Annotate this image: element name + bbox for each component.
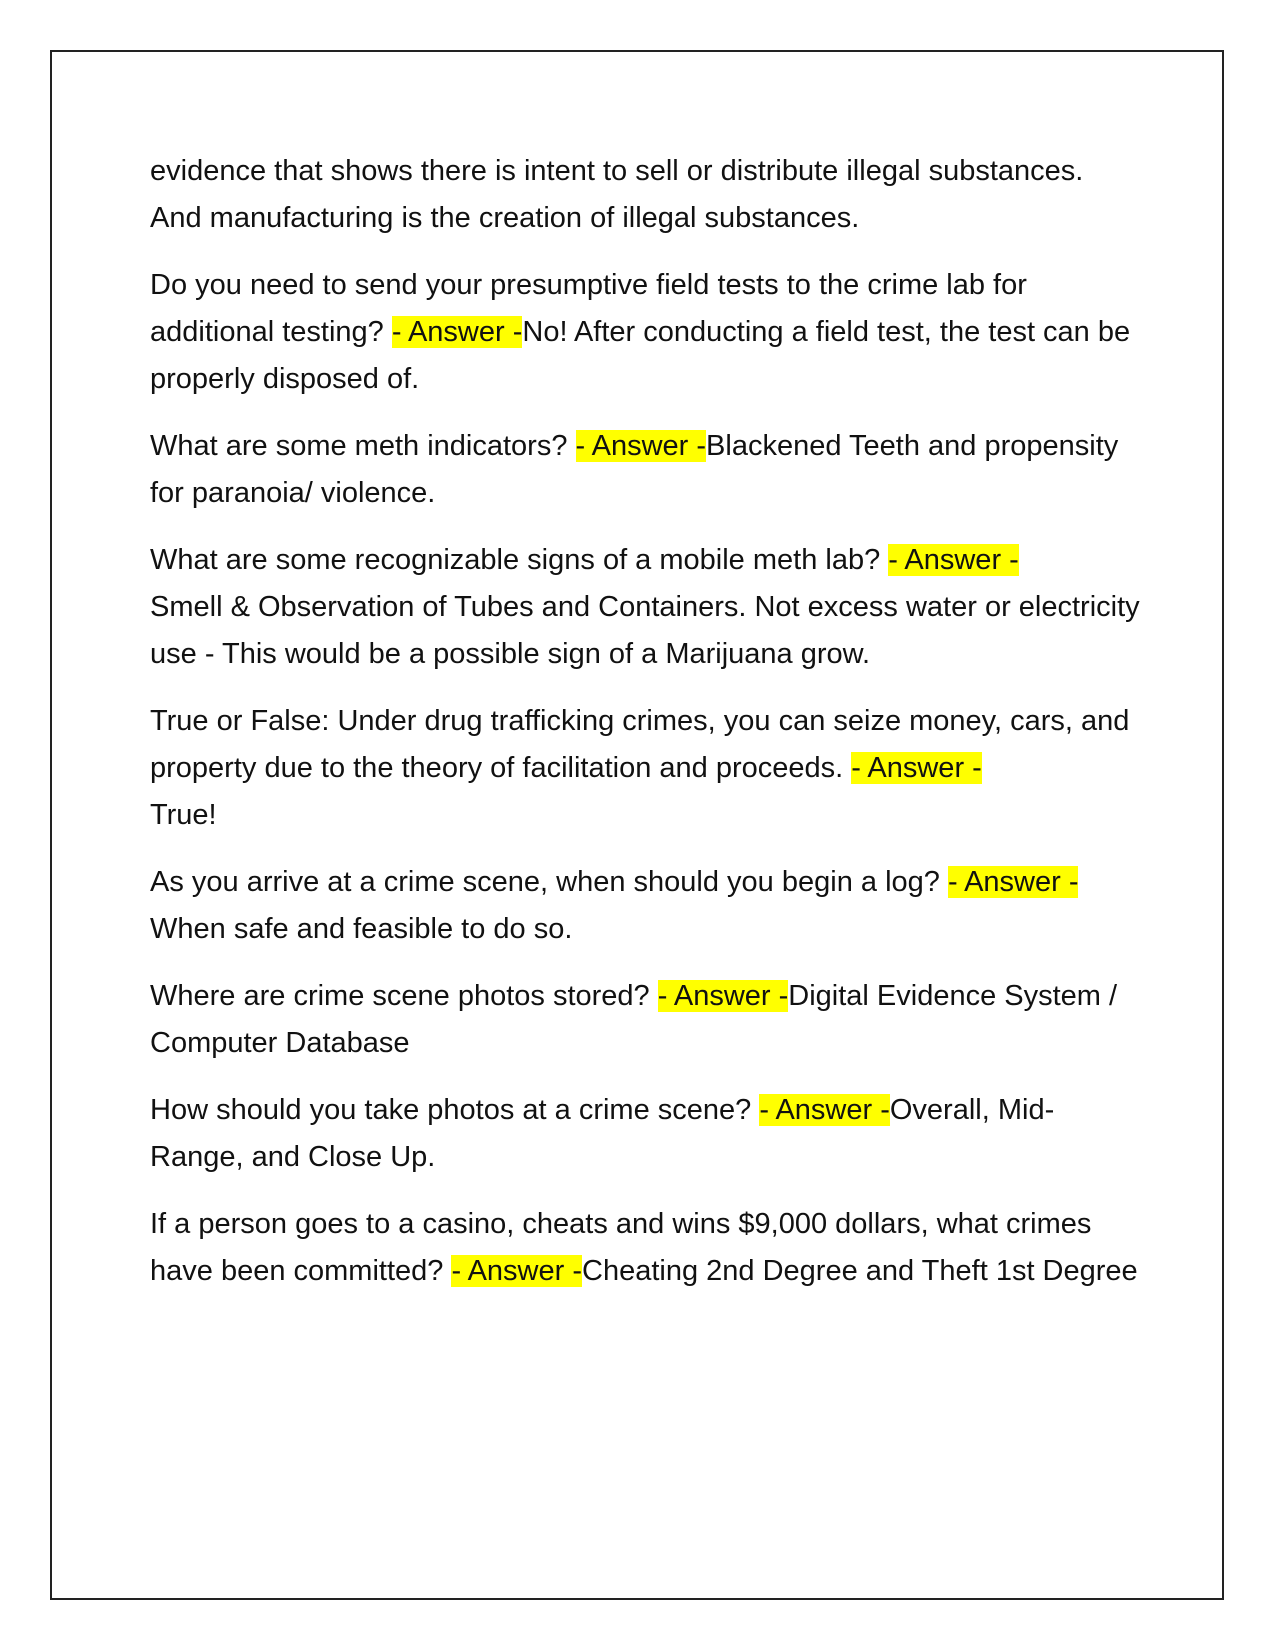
answer-text: Digital Evidence System / Computer Database	[150, 980, 1118, 1059]
document-body	[150, 148, 1140, 1315]
qa-item	[150, 423, 1140, 517]
answer-marker: - Answer -	[391, 316, 523, 348]
answer-marker: - Answer -	[851, 752, 982, 784]
qa-item	[150, 537, 1140, 678]
answer-text: Blackened Teeth and propensity for paranoia/ violence.	[150, 430, 1119, 509]
answer-marker: - Answer -	[759, 1094, 890, 1126]
qa-item	[150, 1201, 1140, 1295]
answer-text: True!	[150, 799, 217, 831]
answer-text: No! After conducting a field test, the test can be properly disposed of.	[150, 316, 1131, 395]
answer-marker: - Answer -	[575, 430, 707, 462]
qa-item	[150, 262, 1140, 403]
answer-text: When safe and feasible to do so.	[150, 913, 573, 945]
qa-item	[150, 698, 1140, 839]
question-text: Do you need to send your presumptive field tests to the crime lab for additional testing?	[150, 269, 1027, 348]
question-text: What are some recognizable signs of a mobile meth lab?	[150, 544, 889, 576]
qa-item	[150, 973, 1140, 1067]
question-text: Where are crime scene photos stored?	[150, 980, 658, 1012]
answer-text: Overall, Mid-Range, and Close Up.	[150, 1094, 1055, 1173]
answer-text: Cheating 2nd Degree and Theft 1st Degree	[582, 1255, 1138, 1287]
qa-item	[150, 859, 1140, 953]
question-text: What are some meth indicators?	[150, 430, 576, 462]
question-text: As you arrive at a crime scene, when should you begin a log?	[150, 866, 948, 898]
question-text: If a person goes to a casino, cheats and wins $9,000 dollars, what crimes have been committed?	[150, 1208, 1092, 1287]
question-text: How should you take photos at a crime scene?	[150, 1094, 760, 1126]
answer-marker: - Answer -	[451, 1255, 582, 1287]
paragraph-continuation	[150, 148, 1140, 242]
answer-text: Smell & Observation of Tubes and Containers. Not excess water or electricity use - This would be a possible sign of a Marijuana grow.	[150, 591, 1140, 670]
answer-marker: - Answer -	[947, 866, 1079, 898]
question-text: True or False: Under drug trafficking crimes, you can seize money, cars, and property due to the theory of facilitation and proceeds.	[150, 705, 1130, 784]
answer-marker: - Answer -	[888, 544, 1019, 576]
qa-item	[150, 1087, 1140, 1181]
answer-marker: - Answer -	[657, 980, 789, 1012]
paragraph-text: evidence that shows there is intent to sell or distribute illegal substances. And manufacturing is the creation of illegal substances.	[150, 155, 1084, 234]
